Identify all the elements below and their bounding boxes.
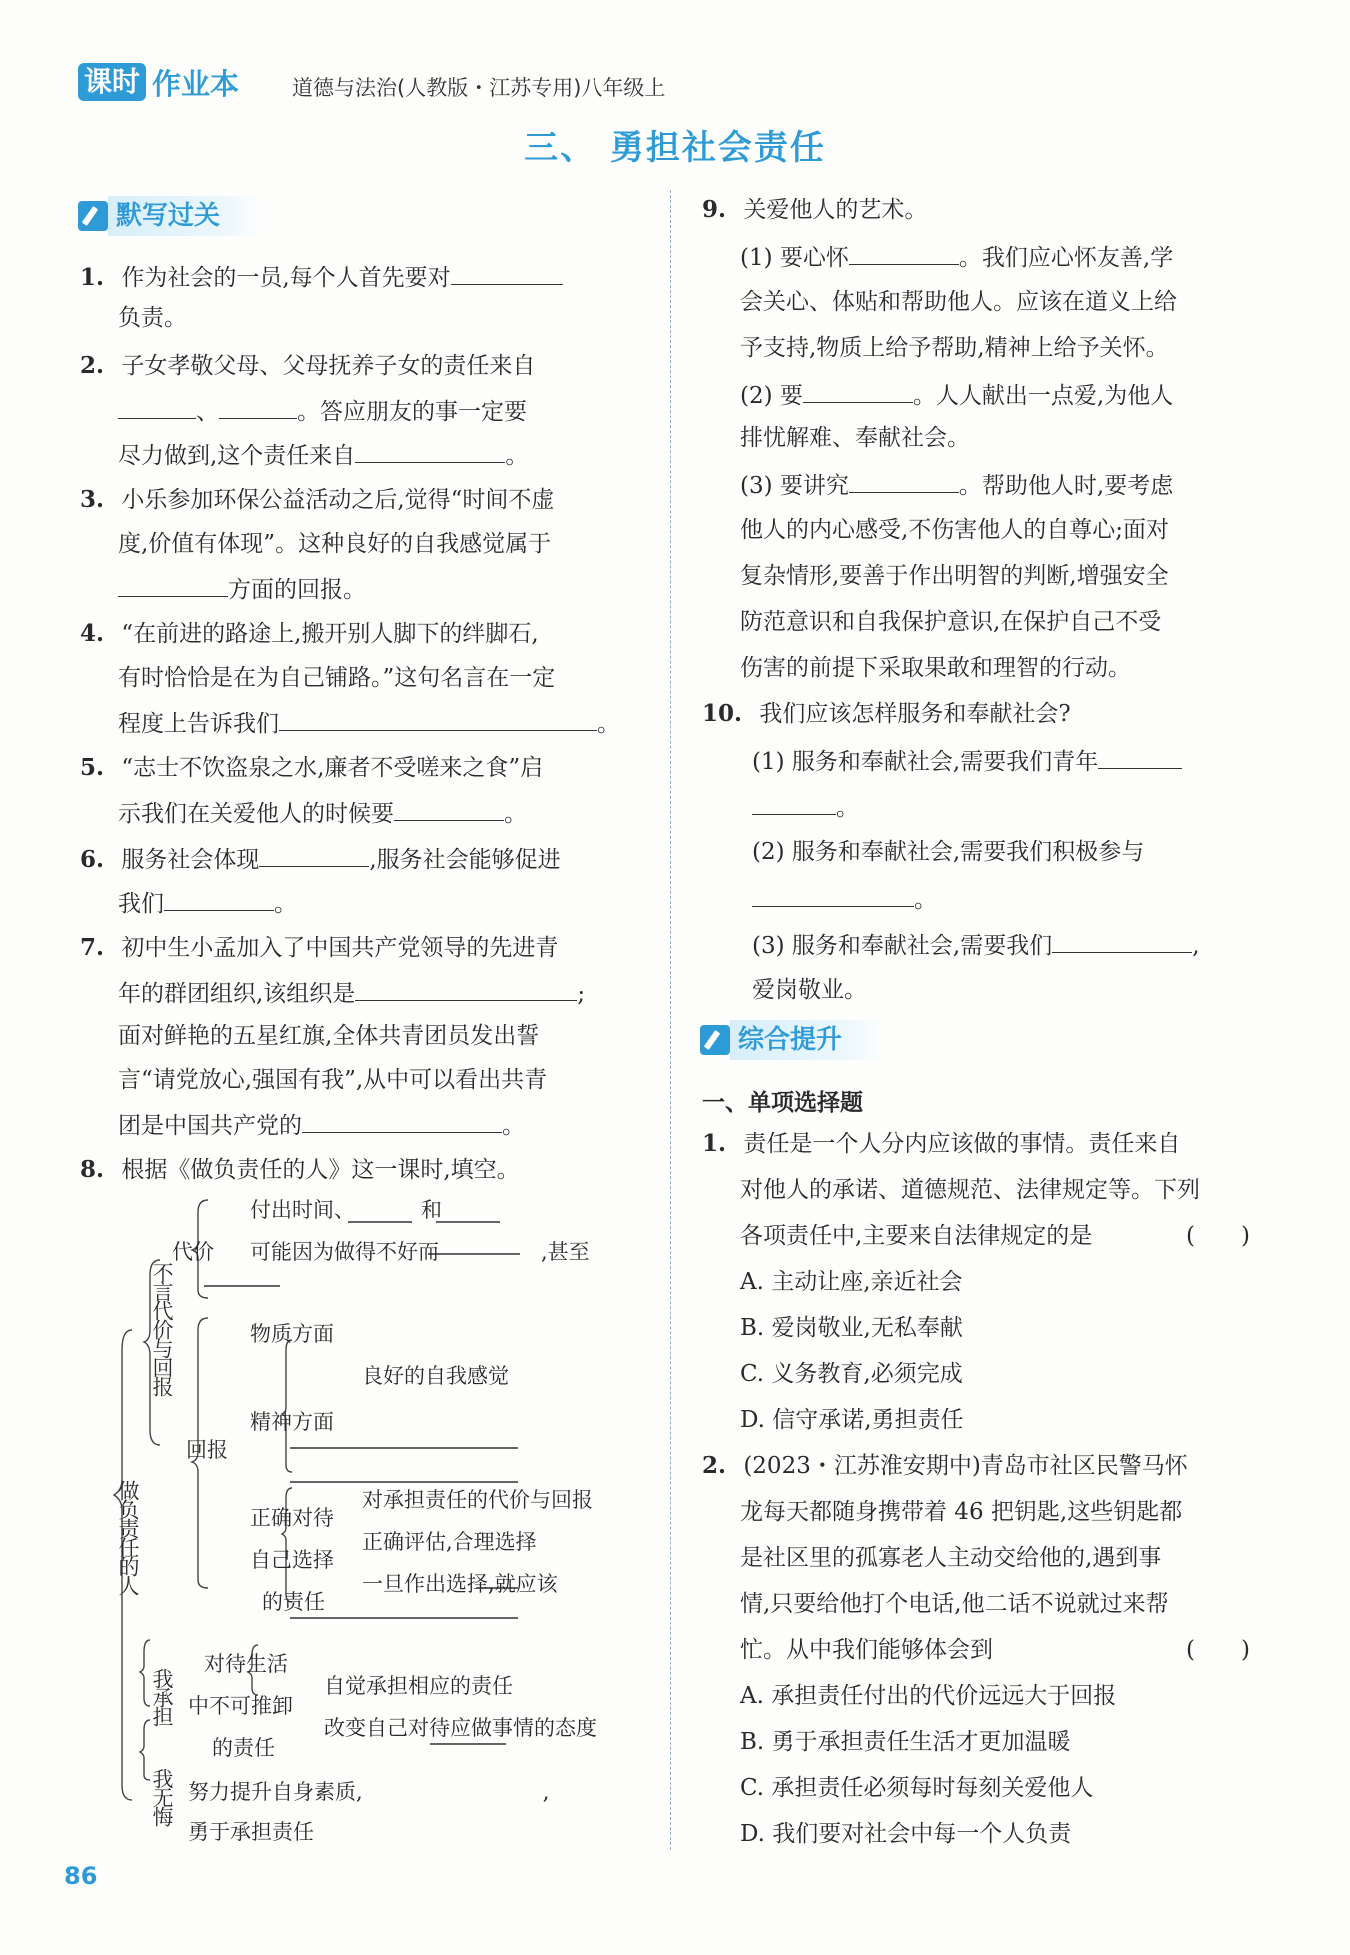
question-text: 我们 <box>118 891 164 917</box>
question-text: 作为社会的一员,每个人首先要对 <box>121 265 451 291</box>
question-text: 各项责任中,主要来自法律规定的是 <box>740 1223 1093 1249</box>
question-3 <box>80 486 554 514</box>
question-number: 2. <box>702 1452 727 1479</box>
option-c[interactable]: C. 义务教育,必须完成 <box>740 1361 963 1387</box>
answer-blank[interactable] <box>118 396 196 419</box>
question-number: 8. <box>80 1156 105 1183</box>
question-text: 。帮助他人时,要考虑 <box>958 473 1174 499</box>
question-text: 示我们在关爱他人的时候要 <box>118 801 394 827</box>
pencil-icon <box>78 201 108 231</box>
brace-b3 <box>140 1720 150 1780</box>
choice-1 <box>702 1130 1180 1158</box>
question-3-line3 <box>118 574 366 604</box>
tree-zq3: 的责任 <box>262 1590 325 1614</box>
question-7 <box>80 934 558 962</box>
answer-blank[interactable] <box>451 262 563 285</box>
question-4-line3 <box>118 708 620 738</box>
question-9 <box>702 196 927 224</box>
question-6 <box>80 844 561 874</box>
answer-parentheses[interactable]: ( ) <box>1186 1637 1250 1663</box>
page-number: 86 <box>64 1862 98 1890</box>
option-d[interactable]: D. 我们要对社会中每一个人负责 <box>740 1821 1072 1847</box>
question-text: ; <box>577 981 586 1007</box>
question-text: 排忧解难、奉献社会。 <box>740 425 970 451</box>
question-text: 服务社会体现 <box>121 847 260 873</box>
q9-1 <box>740 242 1173 272</box>
q10-1 <box>752 746 1182 776</box>
question-text: 防范意识和自我保护意识,在保护自己不受 <box>740 609 1162 635</box>
question-2 <box>80 352 535 380</box>
section-header-dictation <box>78 196 260 236</box>
answer-parentheses[interactable]: ( ) <box>1186 1223 1250 1249</box>
option-c[interactable]: C. 承担责任必须每时每刻关爱他人 <box>740 1775 1094 1801</box>
tree-text: 可能因为做得不好而 <box>250 1240 439 1264</box>
question-10 <box>702 700 1071 728</box>
question-5 <box>80 754 543 782</box>
answer-blank[interactable] <box>302 1110 502 1133</box>
question-number: 2. <box>80 352 105 379</box>
question-text: 复杂情形,要善于作出明智的判断,增强安全 <box>740 563 1169 589</box>
question-number: 10. <box>702 700 743 727</box>
question-text: 爱岗敬业。 <box>752 977 867 1003</box>
tree-text: , <box>542 1780 550 1804</box>
question-6-line2 <box>118 888 297 918</box>
question-text: (3) 要讲究 <box>740 473 849 499</box>
q9-2 <box>740 380 1173 410</box>
answer-blank[interactable] <box>803 380 913 403</box>
section-label: 默写过关 <box>108 196 260 236</box>
brace-b2 <box>140 1640 150 1706</box>
question-text: 。我们应心怀友善,学 <box>958 245 1174 271</box>
question-text: 。 <box>505 443 529 469</box>
chapter-title: 三、 勇担社会责任 <box>524 128 826 168</box>
question-text: 言“请党放心,强国有我”,从中可以看出共青 <box>118 1067 548 1093</box>
tree-liang: 良好的自我感觉 <box>362 1364 509 1388</box>
question-number: 1. <box>80 264 105 291</box>
question-8 <box>80 1156 520 1184</box>
question-text: 是社区里的孤寡老人主动交给他的,遇到事 <box>740 1545 1162 1571</box>
section-header-comprehensive <box>700 1020 882 1060</box>
answer-blank[interactable] <box>118 574 228 597</box>
tree-z2: 改变自己对待应做事情的态度 <box>324 1716 597 1740</box>
tree-zq2: 自己选择 <box>250 1548 334 1572</box>
logo-text: 作业本 <box>152 66 240 101</box>
question-text: 根据《做负责任的人》这一课时,填空。 <box>121 1157 520 1183</box>
answer-blank[interactable] <box>355 440 505 463</box>
tree-wuzhi: 物质方面 <box>250 1322 334 1346</box>
q9-3 <box>740 470 1173 500</box>
question-text: ,服务社会能够促进 <box>369 847 561 873</box>
question-text: 。答应朋友的事一定要 <box>297 399 527 425</box>
q10-2-line2 <box>752 884 937 914</box>
question-text: , <box>1192 933 1200 959</box>
question-text: 关爱他人的艺术。 <box>743 197 928 223</box>
question-text: 年的群团组织,该组织是 <box>118 981 356 1007</box>
brace-jingshen <box>282 1340 292 1472</box>
answer-blank[interactable] <box>752 884 914 907</box>
question-text: 。 <box>836 795 859 821</box>
question-2-line3 <box>118 440 528 470</box>
answer-blank[interactable] <box>849 470 959 493</box>
tree-d2: 正确评估,合理选择 <box>362 1530 537 1554</box>
concept-tree <box>100 1190 660 1850</box>
question-text: (2) 服务和奉献社会,需要我们积极参与 <box>752 839 1145 865</box>
question-text: 面对鲜艳的五星红旗,全体共青团员发出誓 <box>118 1023 540 1049</box>
question-text: 、 <box>196 399 219 425</box>
choice-2 <box>702 1452 1188 1480</box>
section-label: 综合提升 <box>730 1020 882 1060</box>
answer-blank[interactable] <box>219 396 297 419</box>
question-number: 3. <box>80 486 105 513</box>
question-text: 有时恰恰是在为自己铺路。”这句名言在一定 <box>118 665 556 691</box>
tree-huibao: 回报 <box>186 1438 228 1462</box>
tree-root: 做负责任的人 <box>116 1480 140 1594</box>
subject-line: 道德与法治(人教版・江苏专用)八年级上 <box>292 76 666 100</box>
tree-branch-3: 我无悔 <box>150 1768 174 1825</box>
question-7-line2 <box>118 978 585 1008</box>
question-4 <box>80 620 539 648</box>
part-heading: 一、单项选择题 <box>702 1090 863 1116</box>
tree-n1 <box>188 1778 549 1806</box>
question-text: 。 <box>914 887 937 913</box>
question-text: 情,只要给他打个电话,他二话不说就过来帮 <box>740 1591 1169 1617</box>
answer-blank[interactable] <box>1052 930 1192 953</box>
answer-blank[interactable] <box>355 978 577 1001</box>
column-divider <box>670 190 671 1850</box>
question-text: 程度上告诉我们 <box>118 711 279 737</box>
q10-3 <box>752 930 1200 960</box>
tree-d3: 一旦作出选择,就应该 <box>362 1572 558 1596</box>
question-text: 。 <box>504 801 527 827</box>
question-1 <box>80 262 563 292</box>
tree-branch-2: 我承担 <box>150 1668 174 1725</box>
answer-blank[interactable] <box>849 242 959 265</box>
tree-daijia: 代价 <box>172 1240 214 1264</box>
answer-blank[interactable] <box>1098 746 1182 769</box>
question-text: 负责。 <box>118 305 187 331</box>
tree-t1 <box>250 1196 442 1224</box>
logo-badge: 课时 <box>78 63 146 101</box>
question-number: 6. <box>80 846 105 873</box>
answer-blank[interactable] <box>752 792 836 815</box>
question-text: 子女孝敬父母、父母抚养子女的责任来自 <box>121 353 536 379</box>
tree-zq1: 正确对待 <box>250 1506 334 1530</box>
question-number: 4. <box>80 620 105 647</box>
answer-blank[interactable] <box>279 708 597 731</box>
tree-text: 和 <box>421 1198 442 1222</box>
option-a[interactable]: A. 承担责任付出的代价远远大于回报 <box>740 1683 1117 1709</box>
answer-blank[interactable] <box>394 798 504 821</box>
question-5-line2 <box>118 798 527 828</box>
tree-t2 <box>250 1238 590 1266</box>
question-text: 我们应该怎样服务和奉献社会? <box>759 701 1071 727</box>
tree-s3: 的责任 <box>212 1736 275 1760</box>
option-b[interactable]: B. 勇于承担责任生活才更加温暖 <box>740 1729 1071 1755</box>
question-number: 9. <box>702 196 727 223</box>
question-text: (2) 要 <box>740 383 803 409</box>
question-text: (3) 服务和奉献社会,需要我们 <box>752 933 1053 959</box>
tree-s2: 中不可推卸 <box>188 1694 293 1718</box>
tree-text: ,甚至 <box>541 1240 590 1264</box>
question-text: 团是中国共产党的 <box>118 1113 302 1139</box>
tree-branch-1: 不言代价与回报 <box>150 1262 174 1395</box>
tree-jingshen: 精神方面 <box>250 1410 334 1434</box>
question-text: 尽力做到,这个责任来自 <box>118 443 356 469</box>
question-text: 初中生小孟加入了中国共产党领导的先进青 <box>121 935 559 961</box>
question-number: 5. <box>80 754 105 781</box>
tree-s1: 对待生活 <box>204 1652 288 1676</box>
pencil-icon <box>700 1025 730 1055</box>
question-text: 。 <box>502 1113 525 1139</box>
question-text: 龙每天都随身携带着 46 把钥匙,这些钥匙都 <box>740 1499 1183 1525</box>
question-text: (2023・江苏淮安期中)青岛市社区民警马怀 <box>743 1453 1188 1479</box>
question-text: 。人人献出一点爱,为他人 <box>912 383 1174 409</box>
question-text: 忙。从中我们能够体会到 <box>740 1637 993 1663</box>
question-text: 。 <box>597 711 620 737</box>
question-text: “志士不饮盗泉之水,廉者不受嗟来之食”启 <box>121 755 544 781</box>
question-text: 予支持,物质上给予帮助,精神上给予关怀。 <box>740 335 1169 361</box>
question-number: 7. <box>80 934 105 961</box>
tree-text: 努力提升自身素质, <box>188 1780 363 1804</box>
question-text: 方面的回报。 <box>228 577 366 603</box>
answer-blank[interactable] <box>259 844 369 867</box>
question-text: 他人的内心感受,不伤害他人的自尊心;面对 <box>740 517 1170 543</box>
q10-1-line2 <box>752 792 859 822</box>
tree-n2: 勇于承担责任 <box>188 1820 314 1844</box>
option-b[interactable]: B. 爱岗敬业,无私奉献 <box>740 1315 963 1341</box>
workbook-logo <box>78 62 239 102</box>
question-text: 伤害的前提下采取果敢和理智的行动。 <box>740 655 1131 681</box>
question-text: 对他人的承诺、道德规范、法律规定等。下列 <box>740 1177 1200 1203</box>
question-number: 1. <box>702 1130 727 1157</box>
tree-z1: 自觉承担相应的责任 <box>324 1674 513 1698</box>
answer-blank[interactable] <box>164 888 274 911</box>
question-7-line5 <box>118 1110 525 1140</box>
tree-text: 付出时间、 <box>250 1198 355 1222</box>
question-text: 责任是一个人分内应该做的事情。责任来自 <box>743 1131 1181 1157</box>
option-a[interactable]: A. 主动让座,亲近社会 <box>740 1269 963 1295</box>
question-text: 小乐参加环保公益活动之后,觉得“时间不虚 <box>121 487 555 513</box>
option-d[interactable]: D. 信守承诺,勇担责任 <box>740 1407 964 1433</box>
question-text: (1) 服务和奉献社会,需要我们青年 <box>752 749 1099 775</box>
question-2-line2 <box>118 396 527 426</box>
question-text: 。 <box>274 891 297 917</box>
question-text: (1) 要心怀 <box>740 245 849 271</box>
question-text: 会关心、体贴和帮助他人。应该在道义上给 <box>740 289 1177 315</box>
tree-d1: 对承担责任的代价与回报 <box>362 1488 593 1512</box>
question-text: 度,价值有体现”。这种良好的自我感觉属于 <box>118 531 552 557</box>
question-text: “在前进的路途上,搬开别人脚下的绊脚石, <box>121 621 539 647</box>
